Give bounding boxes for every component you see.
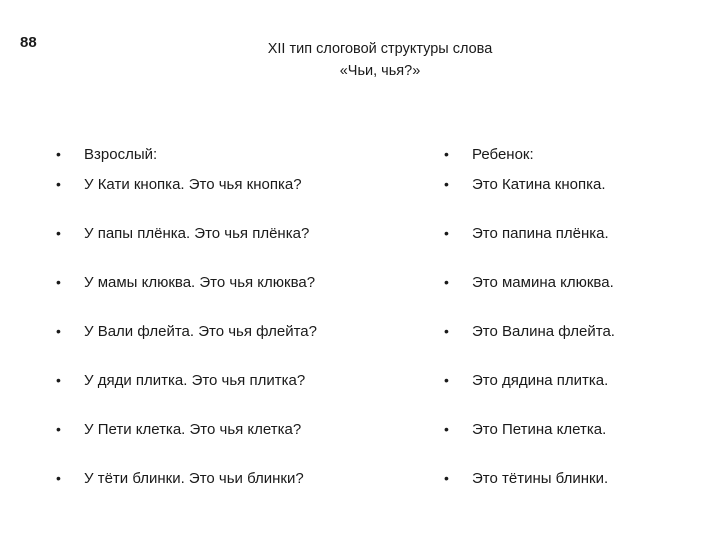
list-item [56,176,416,200]
bullet-icon: • [444,176,449,192]
adult-heading: Взрослый: [84,146,158,163]
list-item [444,372,704,396]
list-item [444,146,704,170]
bullet-icon: • [444,372,449,388]
list-item [56,323,416,347]
adult-question: У Кати кнопка. Это чья кнопка? [84,176,302,193]
adult-column [56,146,416,519]
bullet-icon: • [444,146,449,162]
bullet-icon: • [56,176,61,192]
slide-title [190,38,570,82]
adult-question: У Пети клетка. Это чья клетка? [84,421,302,438]
child-answer: Это Валина флейта. [472,323,615,340]
slide-number: 88 [20,34,37,51]
child-answer: Это Петина клетка. [472,421,607,438]
list-item [444,225,704,249]
list-item [56,146,416,170]
list-item [56,372,416,396]
bullet-icon: • [56,372,61,388]
title-line-1: XII тип слоговой структуры слова [267,41,493,57]
bullet-icon: • [444,225,449,241]
bullet-icon: • [56,421,61,437]
list-item [444,274,704,298]
child-answer: Это Катина кнопка. [472,176,606,193]
adult-question: У тёти блинки. Это чьи блинки? [84,470,304,487]
child-answer: Это мамина клюква. [472,274,614,291]
child-heading: Ребенок: [472,146,534,163]
bullet-icon: • [444,274,449,290]
child-column [444,146,704,519]
list-item [444,176,704,200]
child-answer: Это дядина плитка. [472,372,609,389]
bullet-icon: • [444,421,449,437]
bullet-icon: • [444,323,449,339]
list-item [56,421,416,445]
adult-question: У папы плёнка. Это чья плёнка? [84,225,310,242]
bullet-icon: • [56,274,61,290]
bullet-icon: • [56,470,61,486]
bullet-icon: • [56,225,61,241]
list-item [444,421,704,445]
adult-question: У дяди плитка. Это чья плитка? [84,372,306,389]
list-item [56,470,416,494]
list-item [444,470,704,494]
bullet-icon: • [56,146,61,162]
bullet-icon: • [56,323,61,339]
child-answer: Это папина плёнка. [472,225,609,242]
adult-question: У мамы клюква. Это чья клюква? [84,274,316,291]
bullet-icon: • [444,470,449,486]
title-line-2: «Чьи, чья?» [339,63,421,79]
list-item [444,323,704,347]
child-answer: Это тётины блинки. [472,470,609,487]
adult-question: У Вали флейта. Это чья флейта? [84,323,317,340]
list-item [56,274,416,298]
list-item [56,225,416,249]
